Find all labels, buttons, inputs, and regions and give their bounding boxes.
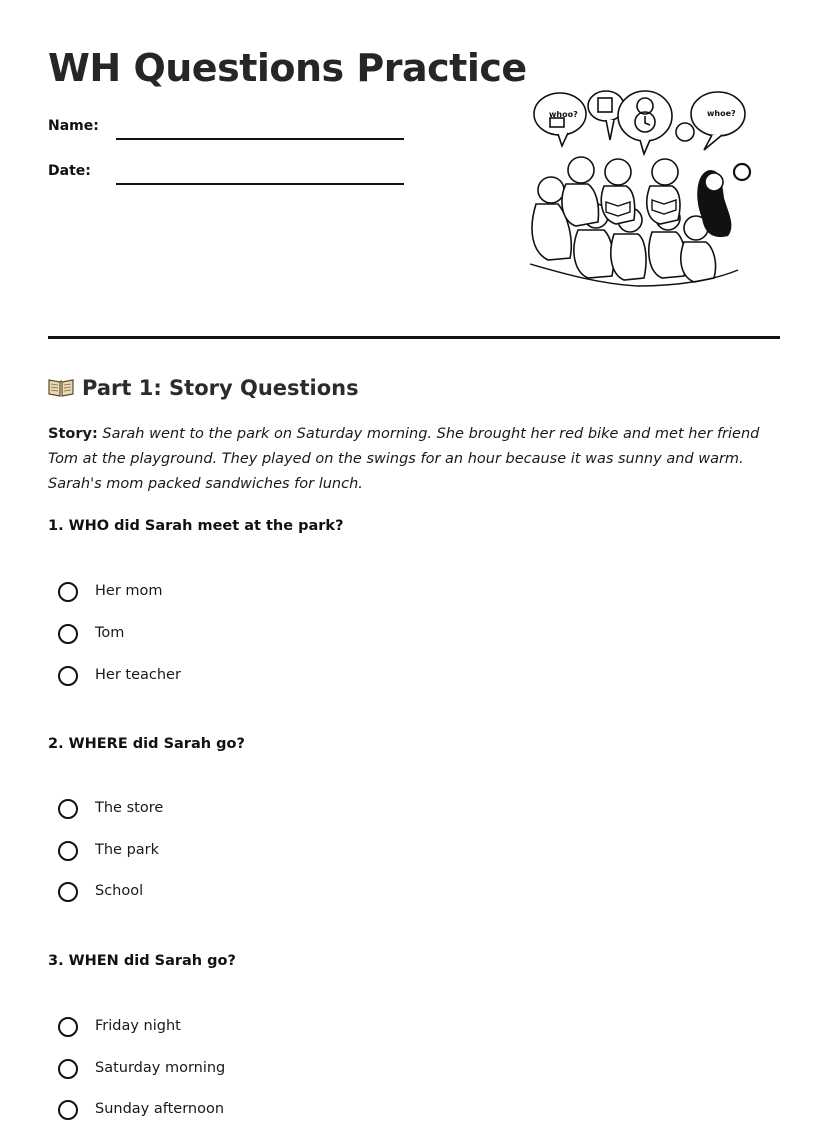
name-write-line[interactable]	[116, 138, 404, 140]
children-reading-circle-illustration	[518, 80, 758, 295]
answer-option[interactable]	[58, 582, 458, 608]
option-label: School	[95, 883, 144, 899]
radio-button[interactable]	[58, 841, 78, 861]
child-body	[649, 232, 686, 278]
open-book-icon	[48, 376, 74, 400]
bubble-tail	[640, 140, 650, 154]
radio-button[interactable]	[58, 799, 78, 819]
child-body	[562, 184, 599, 226]
question-text: 3. WHEN did Sarah go?	[48, 953, 236, 969]
bubble-tail	[606, 120, 614, 140]
child-head	[568, 157, 594, 183]
worksheet-title: WH Questions Practice	[48, 46, 527, 90]
teacher-face	[705, 173, 723, 191]
date-write-line[interactable]	[116, 183, 404, 185]
child-head	[605, 159, 631, 185]
radio-button[interactable]	[58, 882, 78, 902]
option-label: Sunday afternoon	[95, 1101, 225, 1117]
answer-option[interactable]	[58, 1100, 458, 1126]
answer-option[interactable]	[58, 799, 458, 825]
answer-option[interactable]	[58, 666, 458, 692]
name-field[interactable]	[48, 118, 408, 148]
child-body	[574, 230, 614, 278]
bubble-tail	[558, 133, 568, 146]
option-label: Tom	[95, 625, 125, 641]
answer-option[interactable]	[58, 841, 458, 867]
bubble-label-right: whoe?	[707, 109, 736, 118]
option-label: The park	[95, 842, 160, 858]
story-text: Sarah went to the park on Saturday morning. She brought her red bike and met her friend Tom at the playground. They played on the swings for an hour because it was sunny and warm. Sarah's mom packed sandwiches for lunch.	[48, 426, 760, 492]
option-label: Her teacher	[95, 667, 181, 683]
option-label: Friday night	[95, 1018, 181, 1034]
question-text: 2. WHERE did Sarah go?	[48, 736, 245, 752]
radio-button[interactable]	[58, 666, 78, 686]
answer-option[interactable]	[58, 624, 458, 650]
option-label: Saturday morning	[95, 1060, 226, 1076]
section-divider	[48, 336, 780, 339]
radio-button[interactable]	[58, 582, 78, 602]
child-head	[652, 159, 678, 185]
answer-option[interactable]	[58, 1059, 458, 1085]
child-body	[611, 234, 646, 280]
part1-heading-text: Part 1: Story Questions	[82, 376, 359, 400]
answer-option[interactable]	[58, 1017, 458, 1043]
answer-option[interactable]	[58, 882, 458, 908]
option-label: The store	[95, 800, 164, 816]
date-field[interactable]	[48, 163, 408, 193]
story-paragraph	[48, 422, 780, 497]
question-text: 1. WHO did Sarah meet at the park?	[48, 518, 344, 534]
date-label: Date:	[48, 163, 91, 179]
story-label: Story:	[48, 426, 98, 442]
radio-button[interactable]	[58, 1100, 78, 1120]
radio-button[interactable]	[58, 1017, 78, 1037]
gear-icon	[734, 164, 750, 180]
gear-icon	[676, 123, 694, 141]
child-body	[681, 242, 716, 282]
radio-button[interactable]	[58, 1059, 78, 1079]
radio-button[interactable]	[58, 624, 78, 644]
name-label: Name:	[48, 118, 99, 134]
bubble-tail	[704, 135, 722, 150]
part1-heading	[48, 376, 359, 400]
option-label: Her mom	[95, 583, 163, 599]
bubble-label-left: whoo?	[549, 110, 578, 119]
child-head	[538, 177, 564, 203]
